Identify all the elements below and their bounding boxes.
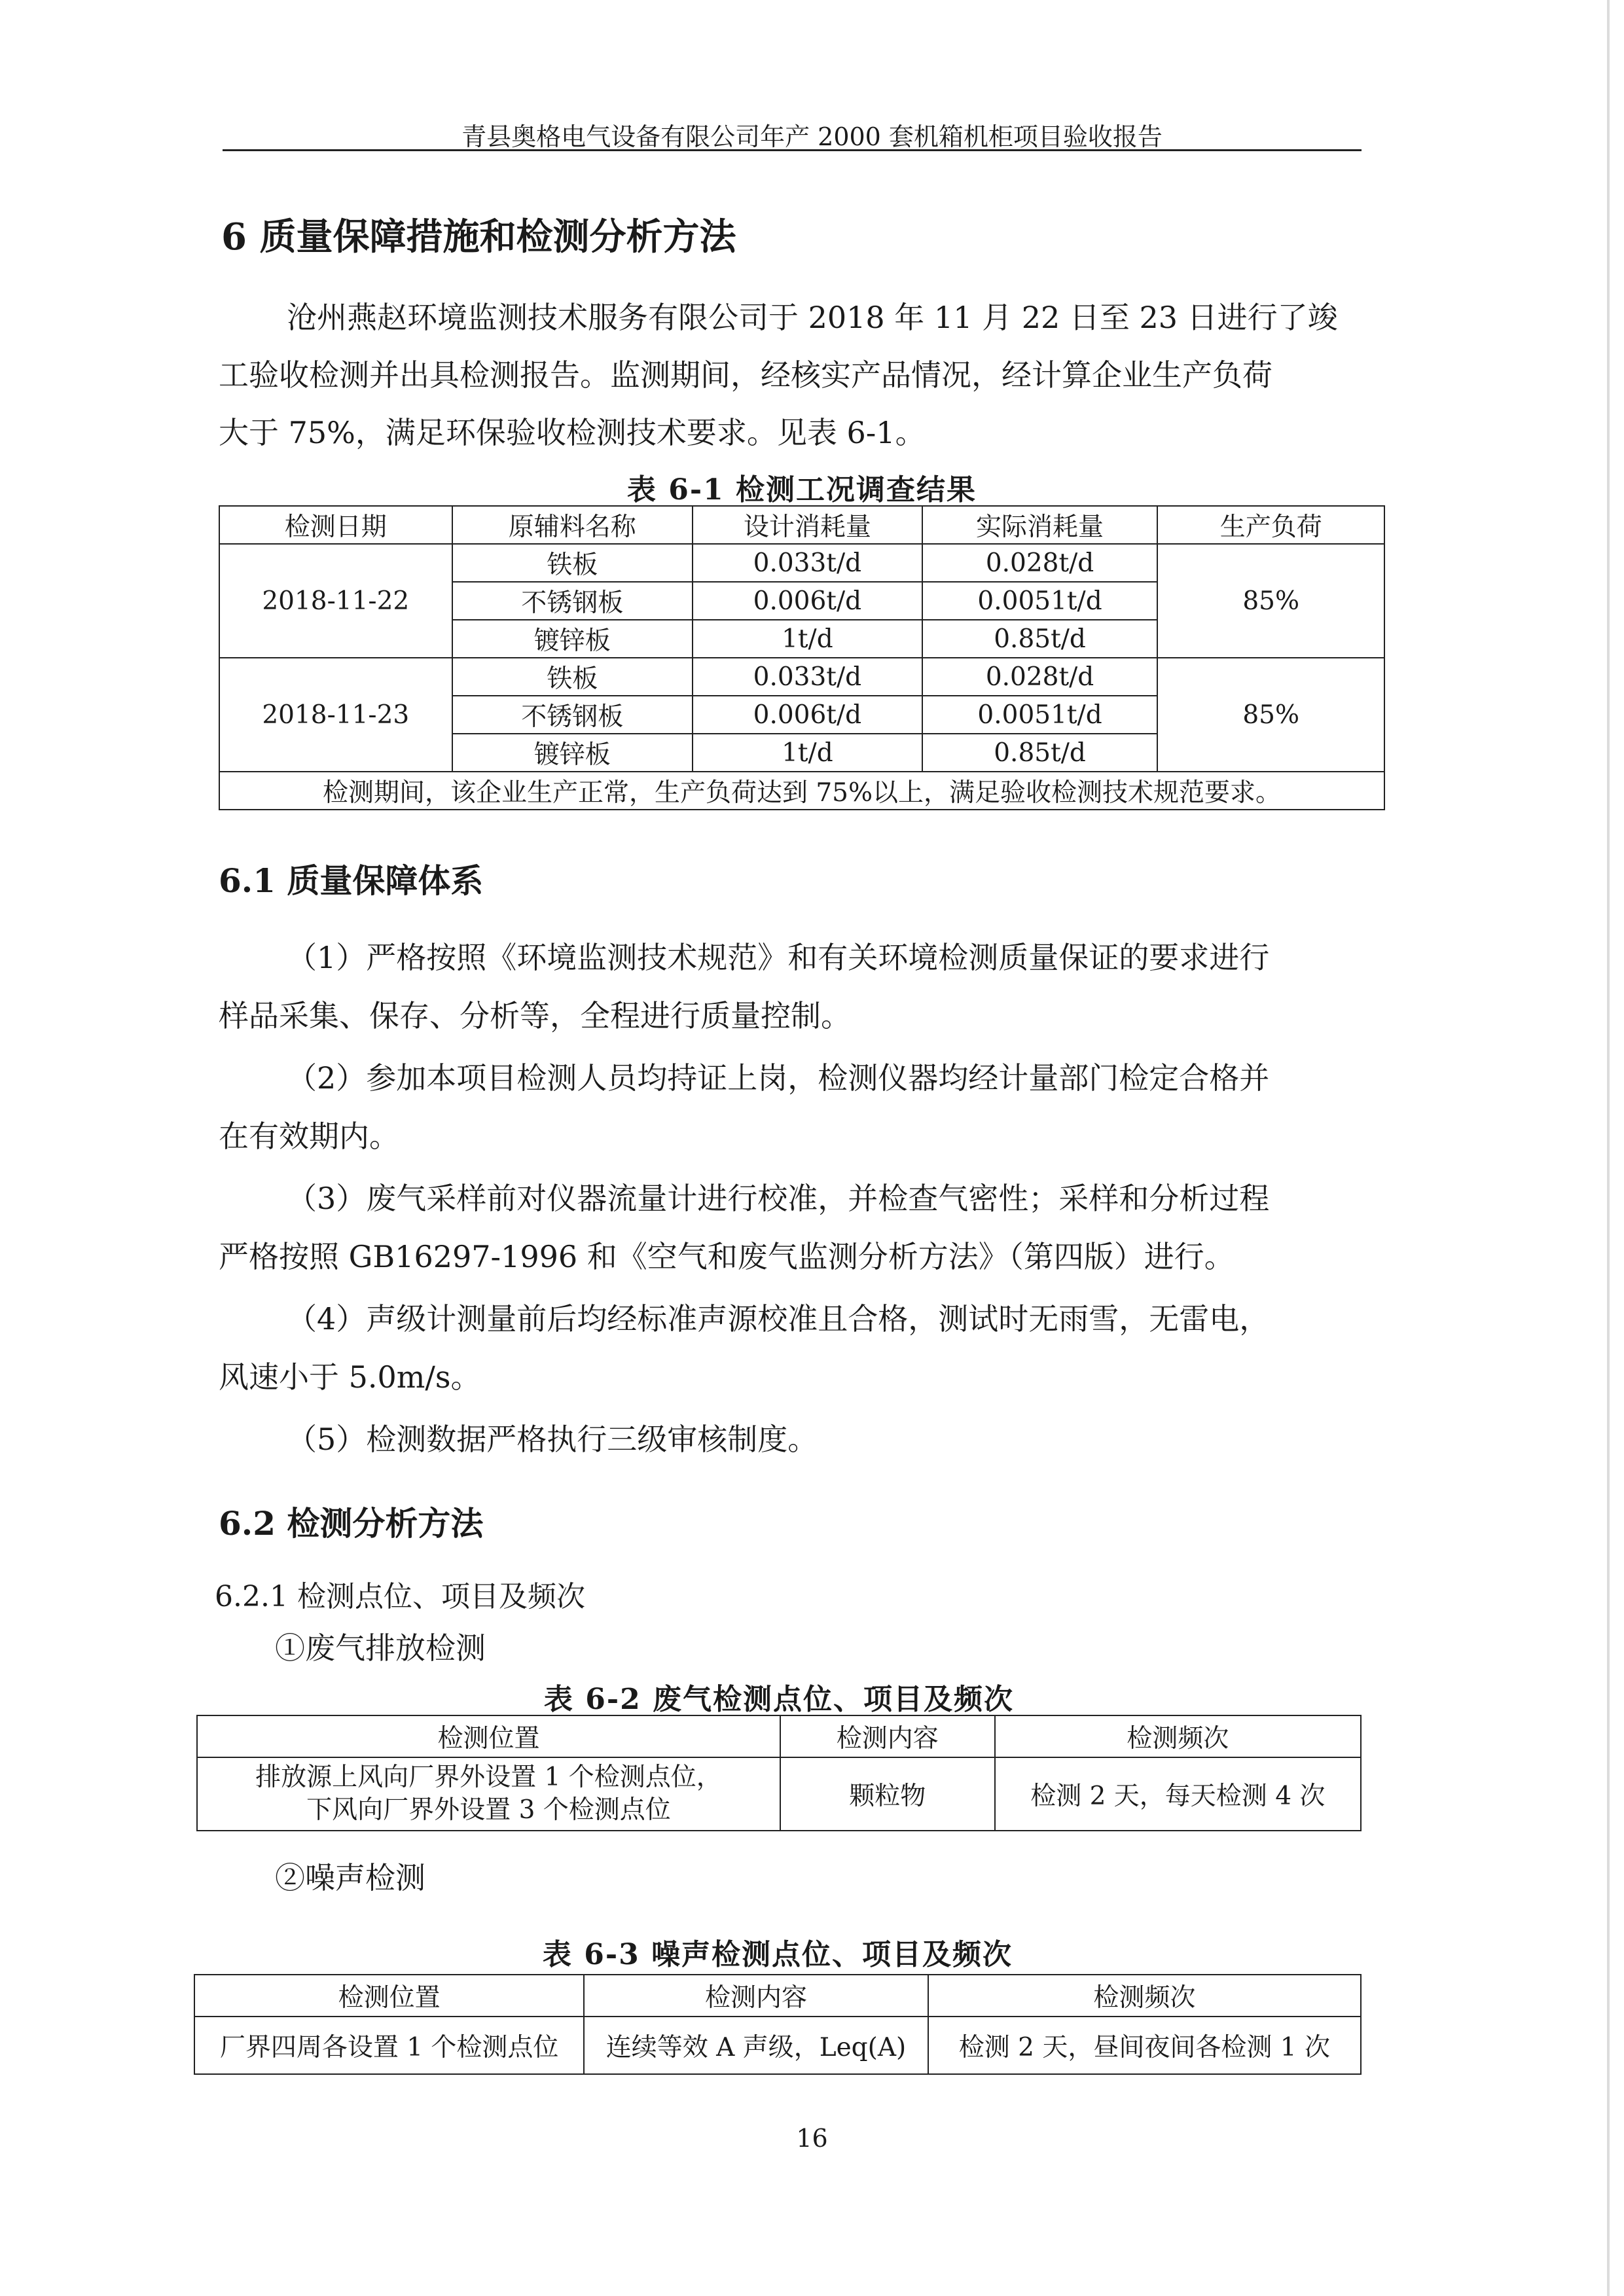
material-cell: 镀锌板 <box>452 734 693 772</box>
table-header-row <box>219 506 1384 544</box>
header-load: 生产负荷 <box>1157 506 1384 544</box>
location-cell <box>197 1757 780 1831</box>
item-1-line-1: （1）严格按照《环境监测技术规范》和有关环境检测质量保证的要求进行 <box>287 940 1270 975</box>
item-3-line-1: （3）废气采样前对仪器流量计进行校准，并检查气密性；采样和分析过程 <box>287 1181 1270 1216</box>
actual-cell: 0.85t/d <box>922 734 1158 772</box>
header-location: 检测位置 <box>197 1715 780 1757</box>
actual-cell: 0.0051t/d <box>922 696 1158 734</box>
design-cell: 0.006t/d <box>693 696 922 734</box>
section-6-1-title: 6.1 质量保障体系 <box>219 861 484 900</box>
item-2-line-1: （2）参加本项目检测人员均持证上岗，检测仪器均经计量部门检定合格并 <box>287 1060 1270 1096</box>
section-6-2-title: 6.2 检测分析方法 <box>219 1504 484 1543</box>
material-cell: 不锈钢板 <box>452 696 693 734</box>
header-actual: 实际消耗量 <box>922 506 1158 544</box>
header-date: 检测日期 <box>219 506 452 544</box>
table-6-3-caption: 表 6-3 噪声检测点位、项目及频次 <box>542 1938 1013 1971</box>
table-6-1-caption: 表 6-1 检测工况调查结果 <box>626 473 977 507</box>
design-cell: 1t/d <box>693 734 922 772</box>
noise-label: ②噪声检测 <box>275 1860 425 1895</box>
actual-cell: 0.85t/d <box>922 620 1158 658</box>
design-cell: 1t/d <box>693 620 922 658</box>
table-6-1 <box>219 505 1385 810</box>
table-row <box>219 544 1384 582</box>
table-note-row <box>219 772 1384 810</box>
subsection-6-2-1: 6.2.1 检测点位、项目及频次 <box>215 1580 585 1613</box>
item-3-line-2: 严格按照 GB16297-1996 和《空气和废气监测分析方法》（第四版）进行。 <box>219 1239 1235 1274</box>
header-material: 原辅料名称 <box>452 506 693 544</box>
material-cell: 镀锌板 <box>452 620 693 658</box>
location-line-1: 排放源上风向厂界外设置 1 个检测点位， <box>255 1763 722 1792</box>
header-design: 设计消耗量 <box>693 506 922 544</box>
running-header: 青县奥格电气设备有限公司年产 2000 套机箱机柜项目验收报告 <box>461 122 1163 151</box>
item-1-line-2: 样品采集、保存、分析等，全程进行质量控制。 <box>219 998 851 1033</box>
design-cell: 0.033t/d <box>693 544 922 582</box>
design-cell: 0.033t/d <box>693 658 922 696</box>
header-location: 检测位置 <box>194 1975 584 2017</box>
section-6-title: 6 质量保障措施和检测分析方法 <box>221 215 736 259</box>
item-4-line-1: （4）声级计测量前后均经标准声源校准且合格，测试时无雨雪，无雷电， <box>287 1301 1270 1336</box>
table-6-2 <box>196 1715 1362 1831</box>
gas-label: ①废气排放检测 <box>275 1630 486 1666</box>
intro-line-3: 大于 75%，满足环保验收检测技术要求。见表 6-1。 <box>219 415 926 450</box>
intro-line-1: 沧州燕赵环境监测技术服务有限公司于 2018 年 11 月 22 日至 23 日进行了竣 <box>287 300 1338 335</box>
date-cell: 2018-11-23 <box>219 658 452 772</box>
intro-line-2: 工验收检测并出具检测报告。监测期间，经核实产品情况，经计算企业生产负荷 <box>219 357 1272 393</box>
material-cell: 铁板 <box>452 658 693 696</box>
item-2-line-2: 在有效期内。 <box>219 1119 399 1154</box>
material-cell: 不锈钢板 <box>452 582 693 620</box>
header-frequency: 检测频次 <box>928 1975 1361 2017</box>
load-cell: 85% <box>1157 658 1384 772</box>
table-row <box>194 2017 1361 2074</box>
scan-edge <box>1607 0 1610 2296</box>
location-cell: 厂界四周各设置 1 个检测点位 <box>194 2017 584 2074</box>
header-content: 检测内容 <box>780 1715 995 1757</box>
page-number: 16 <box>796 2124 828 2153</box>
design-cell: 0.006t/d <box>693 582 922 620</box>
material-cell: 铁板 <box>452 544 693 582</box>
content-cell: 连续等效 A 声级，Leq(A) <box>584 2017 928 2074</box>
frequency-cell: 检测 2 天，每天检测 4 次 <box>995 1757 1361 1831</box>
actual-cell: 0.0051t/d <box>922 582 1158 620</box>
actual-cell: 0.028t/d <box>922 658 1158 696</box>
table-header-row <box>197 1715 1361 1757</box>
load-cell: 85% <box>1157 544 1384 658</box>
location-line-2: 下风向厂界外设置 3 个检测点位 <box>306 1795 671 1825</box>
table-row <box>197 1757 1361 1831</box>
frequency-cell: 检测 2 天，昼间夜间各检测 1 次 <box>928 2017 1361 2074</box>
table-6-3 <box>194 1974 1362 2075</box>
item-4-line-2: 风速小于 5.0m/s。 <box>219 1359 481 1395</box>
item-5-line-1: （5）检测数据严格执行三级审核制度。 <box>287 1422 818 1457</box>
table-header-row <box>194 1975 1361 2017</box>
table-6-2-caption: 表 6-2 废气检测点位、项目及频次 <box>543 1683 1015 1716</box>
actual-cell: 0.028t/d <box>922 544 1158 582</box>
date-cell: 2018-11-22 <box>219 544 452 658</box>
content-cell: 颗粒物 <box>780 1757 995 1831</box>
table-row <box>219 658 1384 696</box>
header-content: 检测内容 <box>584 1975 928 2017</box>
table-note: 检测期间，该企业生产正常，生产负荷达到 75%以上，满足验收检测技术规范要求。 <box>219 772 1384 810</box>
header-frequency: 检测频次 <box>995 1715 1361 1757</box>
header-rule <box>223 149 1362 151</box>
